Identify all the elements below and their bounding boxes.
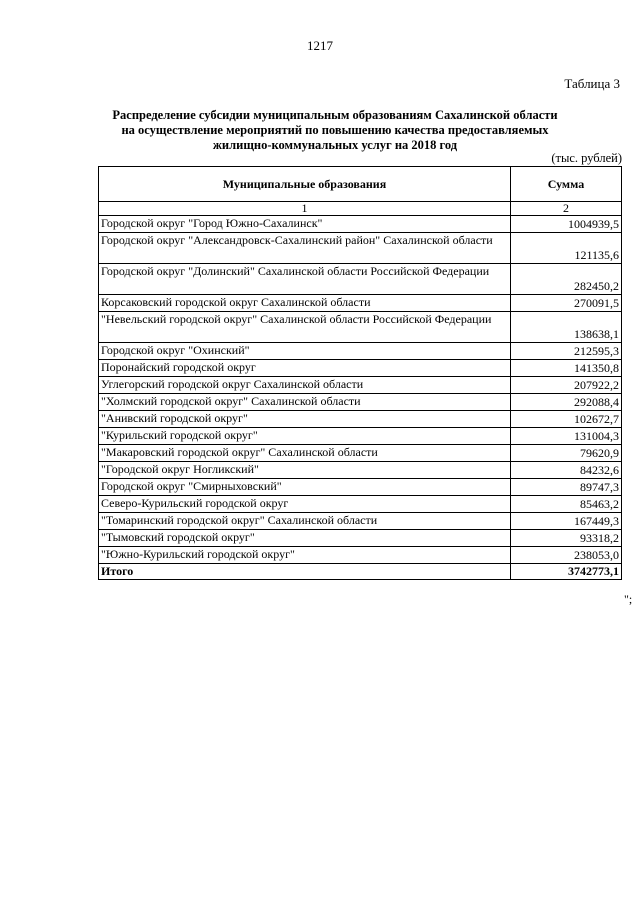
total-label: Итого (99, 564, 511, 580)
subsidy-amount: 121135,6 (510, 233, 621, 264)
table-row (99, 411, 622, 428)
municipality-name: "Курильский городской округ" (99, 428, 511, 445)
subsidy-amount: 238053,0 (510, 547, 621, 564)
column-number-row (99, 202, 622, 216)
table-row (99, 216, 622, 233)
subsidy-amount: 102672,7 (510, 411, 621, 428)
municipality-name: Городской округ "Долинский" Сахалинской области Российской Федерации (99, 264, 511, 295)
subsidy-amount: 167449,3 (510, 513, 621, 530)
table-title (100, 108, 570, 153)
municipality-name: Городской округ "Александровск-Сахалинский район" Сахалинской области (99, 233, 511, 264)
table-row (99, 360, 622, 377)
municipality-name: "Тымовский городской округ" (99, 530, 511, 547)
municipality-name: "Городской округ Ногликский" (99, 462, 511, 479)
subsidy-amount: 79620,9 (510, 445, 621, 462)
municipality-name: "Южно-Курильский городской округ" (99, 547, 511, 564)
title-line: Распределение субсидии муниципальным образованиям Сахалинской области (112, 108, 558, 122)
municipality-name: Поронайский городской округ (99, 360, 511, 377)
total-amount: 3742773,1 (510, 564, 621, 580)
municipality-name: "Невельский городской округ" Сахалинской области Российской Федерации (99, 312, 511, 343)
municipality-name: Городской округ "Город Южно-Сахалинск" (99, 216, 511, 233)
table-row (99, 233, 622, 264)
total-row (99, 564, 622, 580)
table-row (99, 312, 622, 343)
table-row (99, 445, 622, 462)
table-row (99, 343, 622, 360)
subsidy-amount: 84232,6 (510, 462, 621, 479)
subsidy-amount: 1004939,5 (510, 216, 621, 233)
column-number: 1 (99, 202, 511, 216)
subsidy-amount: 292088,4 (510, 394, 621, 411)
subsidy-amount: 93318,2 (510, 530, 621, 547)
column-number: 2 (510, 202, 621, 216)
subsidy-amount: 89747,3 (510, 479, 621, 496)
municipality-name: Корсаковский городской округ Сахалинской области (99, 295, 511, 312)
table-row (99, 530, 622, 547)
table-row (99, 428, 622, 445)
column-header-municipality: Муниципальные образования (99, 167, 511, 202)
subsidy-amount: 212595,3 (510, 343, 621, 360)
table-row (99, 377, 622, 394)
subsidy-amount: 141350,8 (510, 360, 621, 377)
subsidy-amount: 270091,5 (510, 295, 621, 312)
table-row (99, 496, 622, 513)
header-row (99, 167, 622, 202)
title-line: жилищно-коммунальных услуг на 2018 год (212, 138, 458, 152)
municipality-name: "Холмский городской округ" Сахалинской области (99, 394, 511, 411)
municipality-name: Углегорский городской округ Сахалинской области (99, 377, 511, 394)
municipality-name: Городской округ "Смирныховский" (99, 479, 511, 496)
subsidy-amount: 207922,2 (510, 377, 621, 394)
column-header-sum: Сумма (510, 167, 621, 202)
subsidy-amount: 282450,2 (510, 264, 621, 295)
subsidy-amount: 85463,2 (510, 496, 621, 513)
table-row (99, 295, 622, 312)
table-row (99, 547, 622, 564)
subsidy-table (98, 166, 622, 580)
page-number: 1217 (307, 38, 333, 53)
table-row (99, 479, 622, 496)
closing-quote: "; (624, 592, 633, 606)
title-line: на осуществление мероприятий по повышению качества предоставляемых (121, 123, 549, 137)
municipality-name: Северо-Курильский городской округ (99, 496, 511, 513)
subsidy-amount: 138638,1 (510, 312, 621, 343)
municipality-name: "Макаровский городской округ" Сахалинской области (99, 445, 511, 462)
table-row (99, 462, 622, 479)
municipality-name: Городской округ "Охинский" (99, 343, 511, 360)
subsidy-amount: 131004,3 (510, 428, 621, 445)
table-label: Таблица 3 (564, 76, 620, 91)
table-row (99, 513, 622, 530)
units-label: (тыс. рублей) (551, 151, 622, 165)
municipality-name: "Анивский городской округ" (99, 411, 511, 428)
table-row (99, 264, 622, 295)
municipality-name: "Томаринский городской округ" Сахалинской области (99, 513, 511, 530)
table-row (99, 394, 622, 411)
